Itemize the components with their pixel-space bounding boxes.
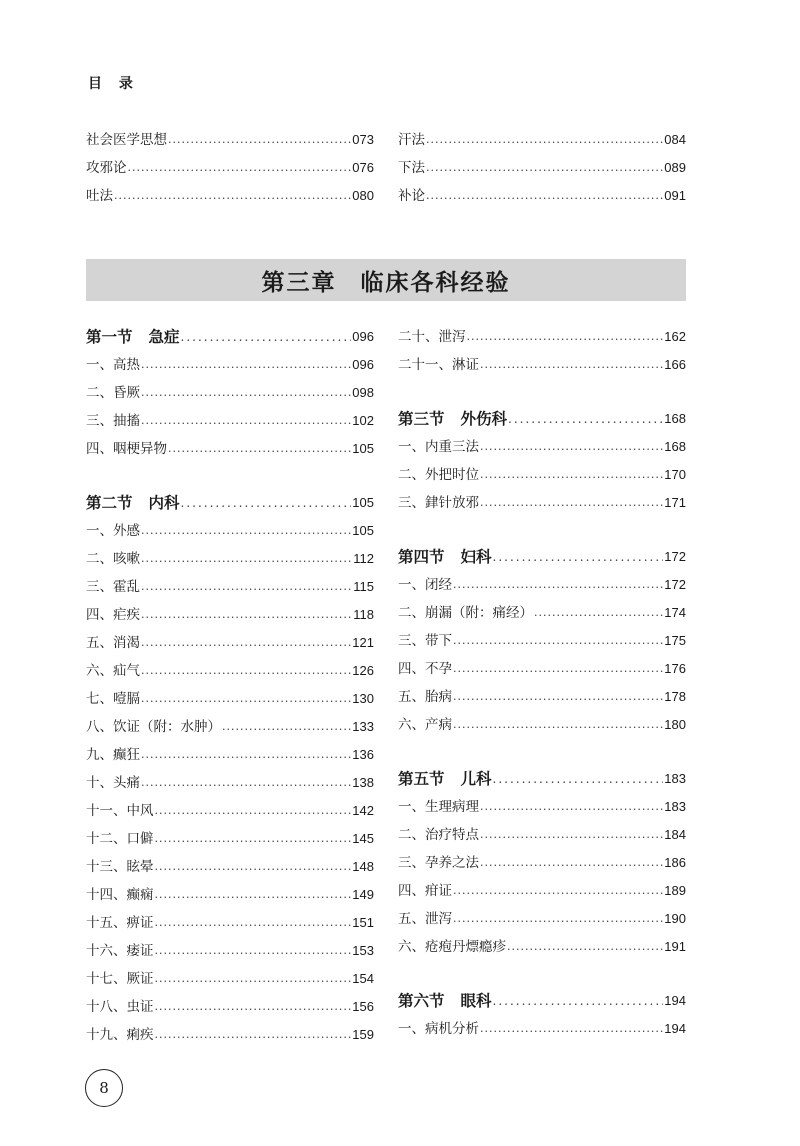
toc-entry[interactable] — [398, 683, 686, 711]
dot-leader — [480, 793, 663, 821]
section-title — [398, 987, 492, 1015]
entry-title: 三、抽搐 — [86, 413, 140, 429]
page-ref: 162 — [664, 329, 686, 344]
toc-entry[interactable] — [86, 993, 374, 1021]
page-ref: 183 — [664, 771, 686, 786]
dot-leader — [141, 657, 351, 685]
dot-leader — [141, 351, 351, 379]
dot-leader — [141, 517, 351, 545]
toc-entry[interactable] — [86, 1021, 374, 1049]
entry-title: 一、外感 — [86, 523, 140, 539]
dot-leader — [155, 853, 352, 881]
dot-leader — [181, 323, 352, 351]
dot-leader — [114, 182, 351, 210]
toc-entry[interactable] — [398, 599, 686, 627]
page-ref: 133 — [352, 719, 374, 734]
page-ref: 166 — [664, 357, 686, 372]
dot-leader — [453, 711, 663, 739]
entry-title: 补论 — [398, 188, 425, 204]
page-ref: 096 — [352, 357, 374, 372]
entry-title: 社会医学思想 — [86, 132, 167, 148]
page-ref: 154 — [352, 971, 374, 986]
toc-entry[interactable] — [86, 797, 374, 825]
section-name: 妇科 — [460, 547, 492, 566]
entry-title: 六、疝气 — [86, 663, 140, 679]
dot-leader — [453, 571, 663, 599]
toc-entry[interactable] — [398, 821, 686, 849]
entry-title: 三、带下 — [398, 633, 452, 649]
page-ref: 186 — [664, 855, 686, 870]
page-ref: 105 — [352, 495, 374, 510]
toc-section-row[interactable] — [398, 543, 686, 571]
page-ref: 118 — [353, 607, 374, 622]
dot-leader — [141, 379, 351, 407]
page-ref: 190 — [664, 911, 686, 926]
page-ref: 172 — [664, 549, 686, 564]
toc-entry[interactable] — [86, 937, 374, 965]
page-ref: 138 — [352, 775, 374, 790]
page-ref: 180 — [664, 717, 686, 732]
dot-leader — [480, 461, 663, 489]
dot-leader — [181, 489, 352, 517]
page-ref: 159 — [352, 1027, 374, 1042]
entry-title: 一、生理病理 — [398, 799, 479, 815]
page-ref: 194 — [664, 993, 686, 1008]
entry-title: 六、疮疱丹熛瘾疹 — [398, 939, 506, 955]
dot-leader — [141, 741, 351, 769]
toc-entry[interactable] — [398, 877, 686, 905]
entry-title: 四、咽梗异物 — [86, 441, 167, 457]
dot-leader — [480, 351, 663, 379]
section-title — [398, 765, 492, 793]
page-ref: 126 — [352, 663, 374, 678]
toc-entry[interactable] — [86, 657, 374, 685]
toc-entry[interactable] — [86, 965, 374, 993]
dot-leader — [493, 987, 664, 1015]
toc-entry[interactable] — [398, 489, 686, 517]
toc-section-row[interactable] — [86, 489, 374, 517]
page-ref: 189 — [664, 883, 686, 898]
page-ref: 112 — [353, 551, 374, 566]
page-ref: 175 — [664, 633, 686, 648]
section-number: 第二节 — [86, 493, 133, 512]
toc-entry[interactable] — [398, 627, 686, 655]
dot-leader — [426, 182, 663, 210]
entry-title: 三、孕养之法 — [398, 855, 479, 871]
dot-leader — [141, 685, 351, 713]
section-title — [86, 323, 180, 351]
entry-title: 十三、眩晕 — [86, 859, 154, 875]
dot-leader — [493, 543, 664, 571]
toc-entry[interactable] — [398, 461, 686, 489]
page-ref: 091 — [664, 188, 686, 203]
toc-entry[interactable] — [86, 853, 374, 881]
toc-entry[interactable] — [398, 571, 686, 599]
dot-leader — [426, 154, 663, 182]
toc-entry[interactable] — [398, 351, 686, 379]
page-ref: 102 — [352, 413, 374, 428]
dot-leader — [453, 905, 663, 933]
chapter-number: 第三章 — [261, 268, 337, 296]
toc-entry[interactable] — [86, 545, 374, 573]
dot-leader — [155, 993, 352, 1021]
section-number: 第一节 — [86, 327, 133, 346]
section-number: 第五节 — [398, 769, 445, 788]
page-ref: 096 — [352, 329, 374, 344]
toc-entry[interactable] — [86, 629, 374, 657]
dot-leader — [155, 965, 352, 993]
toc-left-column — [86, 323, 374, 1049]
section-name: 急症 — [148, 327, 180, 346]
header-label: 目 录 — [88, 76, 139, 92]
entry-title: 一、高热 — [86, 357, 140, 373]
entry-title: 八、饮证（附：水肿） — [86, 719, 221, 735]
page-ref: 073 — [352, 132, 374, 147]
toc-entry[interactable] — [398, 154, 686, 182]
entry-title: 四、疳证 — [398, 883, 452, 899]
entry-title: 六、产病 — [398, 717, 452, 733]
section-gap — [398, 739, 686, 765]
toc-entry[interactable] — [398, 933, 686, 961]
entry-title: 吐法 — [86, 188, 113, 204]
page-ref: 168 — [664, 411, 686, 426]
page-ref: 089 — [664, 160, 686, 175]
dot-leader — [222, 713, 351, 741]
page-ref: 105 — [352, 441, 374, 456]
toc-entry[interactable] — [86, 573, 374, 601]
page-ref: 105 — [352, 523, 374, 538]
dot-leader — [507, 933, 663, 961]
dot-leader — [480, 433, 663, 461]
entry-title: 十八、虫证 — [86, 999, 154, 1015]
toc-section-row[interactable] — [86, 323, 374, 351]
section-gap — [398, 961, 686, 987]
dot-leader — [426, 126, 663, 154]
entry-title: 五、消渴 — [86, 635, 140, 651]
entry-title: 五、胎病 — [398, 689, 452, 705]
dot-leader — [480, 1015, 663, 1043]
page-ref: 130 — [352, 691, 374, 706]
chapter-banner — [86, 259, 686, 301]
top-toc-left — [86, 126, 374, 210]
toc-section-row[interactable] — [398, 765, 686, 793]
page-ref: 178 — [664, 689, 686, 704]
entry-title: 十、头痛 — [86, 775, 140, 791]
page-ref: 115 — [353, 579, 374, 594]
dot-leader — [141, 601, 352, 629]
toc-section-row[interactable] — [398, 405, 686, 433]
toc-entry[interactable] — [86, 881, 374, 909]
entry-title: 一、病机分析 — [398, 1021, 479, 1037]
entry-title: 十一、中风 — [86, 803, 154, 819]
page-ref: 145 — [352, 831, 374, 846]
entry-title: 二、咳嗽 — [86, 551, 140, 567]
entry-title: 四、疟疾 — [86, 607, 140, 623]
page-ref: 191 — [664, 939, 686, 954]
entry-title: 十五、痹证 — [86, 915, 154, 931]
toc-entry[interactable] — [86, 909, 374, 937]
toc-entry[interactable] — [398, 905, 686, 933]
dot-leader — [453, 877, 663, 905]
section-name: 儿科 — [460, 769, 492, 788]
toc-entry[interactable] — [86, 517, 374, 545]
dot-leader — [480, 849, 663, 877]
page-ref: 149 — [352, 887, 374, 902]
entry-title: 一、闭经 — [398, 577, 452, 593]
dot-leader — [155, 825, 352, 853]
dot-leader — [155, 797, 352, 825]
dot-leader — [534, 599, 663, 627]
page-ref: 098 — [352, 385, 374, 400]
toc-section-row[interactable] — [398, 987, 686, 1015]
toc-entry[interactable] — [86, 741, 374, 769]
entry-title: 一、内重三法 — [398, 439, 479, 455]
entry-title: 三、銉针放邪 — [398, 495, 479, 511]
entry-title: 二十一、淋证 — [398, 357, 479, 373]
page-ref: 121 — [352, 635, 374, 650]
page-ref: 142 — [352, 803, 374, 818]
toc-entry[interactable] — [86, 351, 374, 379]
entry-title: 四、不孕 — [398, 661, 452, 677]
dot-leader — [141, 629, 351, 657]
entry-title: 汗法 — [398, 132, 425, 148]
section-gap — [398, 379, 686, 405]
toc-entry[interactable] — [398, 1015, 686, 1043]
dot-leader — [141, 769, 351, 797]
toc-entry[interactable] — [398, 433, 686, 461]
page-ref: 080 — [352, 188, 374, 203]
page-ref: 184 — [664, 827, 686, 842]
page-ref: 084 — [664, 132, 686, 147]
page-ref: 153 — [352, 943, 374, 958]
section-title — [398, 543, 492, 571]
entry-title: 二十、泄泻 — [398, 329, 466, 345]
dot-leader — [467, 323, 664, 351]
entry-title: 十四、癫痫 — [86, 887, 154, 903]
entry-title: 五、泄泻 — [398, 911, 452, 927]
section-name: 内科 — [148, 493, 180, 512]
entry-title: 二、崩漏（附：痛经） — [398, 605, 533, 621]
dot-leader — [141, 407, 351, 435]
toc-entry[interactable] — [398, 126, 686, 154]
toc-entry[interactable] — [86, 713, 374, 741]
dot-leader — [453, 627, 663, 655]
toc-entry[interactable] — [86, 601, 374, 629]
entry-title: 九、癫狂 — [86, 747, 140, 763]
dot-leader — [168, 126, 351, 154]
toc-entry[interactable] — [86, 825, 374, 853]
entry-title: 三、霍乱 — [86, 579, 140, 595]
section-name: 外伤科 — [460, 409, 508, 428]
dot-leader — [453, 655, 663, 683]
toc-entry[interactable] — [86, 154, 374, 182]
dot-leader — [508, 405, 663, 433]
dot-leader — [480, 489, 663, 517]
toc-entry[interactable] — [86, 685, 374, 713]
toc-entry[interactable] — [86, 769, 374, 797]
section-title — [86, 489, 180, 517]
top-toc-right — [398, 126, 686, 210]
toc-entry[interactable] — [398, 655, 686, 683]
page-number — [85, 1069, 123, 1107]
section-number: 第三节 — [398, 409, 445, 428]
dot-leader — [168, 435, 351, 463]
dot-leader — [155, 909, 352, 937]
page-ref: 136 — [352, 747, 374, 762]
entry-title: 七、噎膈 — [86, 691, 140, 707]
entry-title: 二、治疗特点 — [398, 827, 479, 843]
page-ref: 172 — [664, 577, 686, 592]
entry-title: 二、外把时位 — [398, 467, 479, 483]
section-number: 第四节 — [398, 547, 445, 566]
dot-leader — [141, 545, 352, 573]
page-ref: 170 — [664, 467, 686, 482]
dot-leader — [480, 821, 663, 849]
page-ref: 076 — [352, 160, 374, 175]
page-ref: 168 — [664, 439, 686, 454]
toc-entry[interactable] — [398, 849, 686, 877]
section-name: 眼科 — [460, 991, 492, 1010]
dot-leader — [155, 1021, 352, 1049]
entry-title: 攻邪论 — [86, 160, 127, 176]
entry-title: 十七、厥证 — [86, 971, 154, 987]
toc-entry[interactable] — [398, 711, 686, 739]
toc-entry[interactable] — [398, 182, 686, 210]
entry-title: 二、昏厥 — [86, 385, 140, 401]
toc-entry[interactable] — [398, 323, 686, 351]
page-ref: 176 — [664, 661, 686, 676]
page-ref: 194 — [664, 1021, 686, 1036]
dot-leader — [128, 154, 352, 182]
entry-title: 下法 — [398, 160, 425, 176]
dot-leader — [141, 573, 352, 601]
dot-leader — [155, 881, 352, 909]
dot-leader — [493, 765, 664, 793]
page-ref: 174 — [664, 605, 686, 620]
page-ref: 148 — [352, 859, 374, 874]
section-number: 第六节 — [398, 991, 445, 1010]
page-ref: 151 — [352, 915, 374, 930]
dot-leader — [155, 937, 352, 965]
toc-entry[interactable] — [86, 407, 374, 435]
page-ref: 156 — [352, 999, 374, 1014]
page-ref: 171 — [664, 495, 686, 510]
chapter-title: 临床各科经验 — [360, 268, 511, 296]
page-ref: 183 — [664, 799, 686, 814]
entry-title: 十二、口僻 — [86, 831, 154, 847]
dot-leader — [453, 683, 663, 711]
section-gap — [86, 463, 374, 489]
toc-right-column — [398, 323, 686, 1043]
section-gap — [398, 517, 686, 543]
page-number-text: 8 — [99, 1079, 109, 1097]
entry-title: 十九、痢疾 — [86, 1027, 154, 1043]
toc-entry[interactable] — [86, 182, 374, 210]
section-title — [398, 405, 507, 433]
toc-entry[interactable] — [86, 379, 374, 407]
toc-entry[interactable] — [398, 793, 686, 821]
entry-title: 十六、痿证 — [86, 943, 154, 959]
toc-entry[interactable] — [86, 126, 374, 154]
toc-entry[interactable] — [86, 435, 374, 463]
